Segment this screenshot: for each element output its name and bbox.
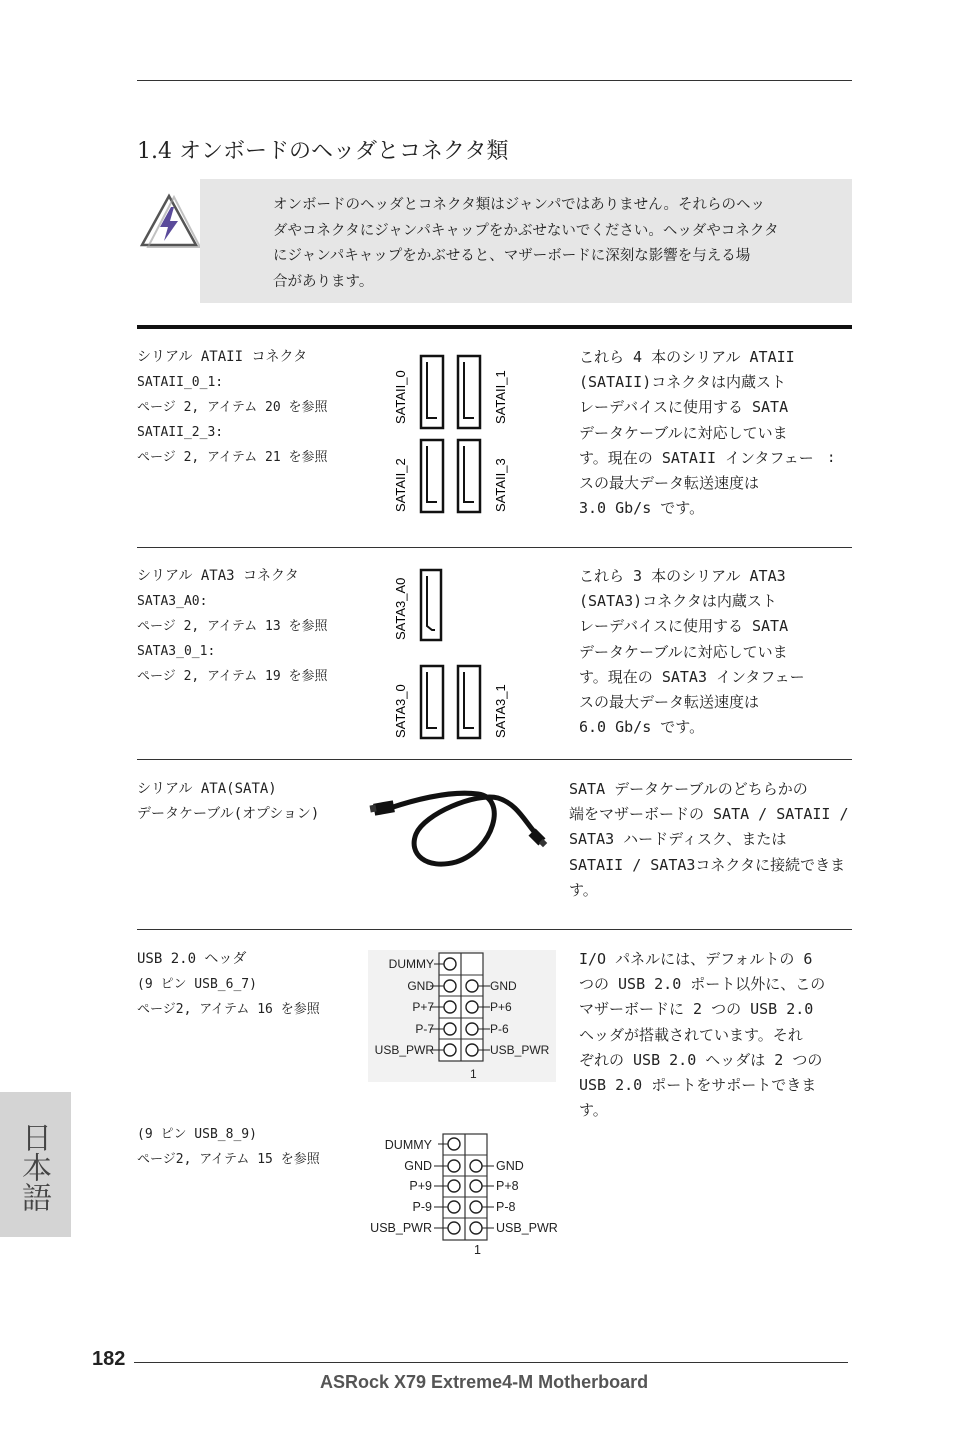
sata3-a0-label: SATA3_A0 bbox=[393, 577, 408, 640]
usb1-left-label: GND bbox=[407, 979, 434, 993]
usb1-left-label: P+7 bbox=[412, 1000, 434, 1014]
usb1-right-label: GND bbox=[490, 979, 517, 993]
usb2-right-label: USB_PWR bbox=[496, 1221, 558, 1235]
usb1-pin1-label: 1 bbox=[470, 1067, 477, 1081]
sataii-0-label: SATAII_0 bbox=[393, 370, 408, 424]
sataii-0-connector bbox=[421, 356, 443, 428]
top-rule bbox=[137, 80, 852, 81]
sata3-0-label: SATA3_0 bbox=[393, 684, 408, 738]
usb2-pin1-label: 1 bbox=[474, 1243, 481, 1257]
sataii-2-connector bbox=[421, 440, 443, 512]
usb1-right-label: P-6 bbox=[490, 1022, 509, 1036]
language-side-tab bbox=[0, 1092, 71, 1237]
divider-3 bbox=[137, 929, 852, 930]
sata3-a0-connector bbox=[421, 570, 441, 640]
divider-2 bbox=[137, 759, 852, 760]
usb2-left-label: P+9 bbox=[409, 1179, 432, 1193]
warning-triangle-icon bbox=[138, 193, 200, 253]
usb2-left-label: GND bbox=[404, 1159, 432, 1173]
sataii-label: シリアル ATAII コネクタ SATAII_0_1: ページ 2, アイテム 20 を参照 SATAII_2_3: ページ 2, アイテム 21 を参照 bbox=[137, 349, 328, 465]
usb-8-9-header-diagram bbox=[368, 1130, 563, 1260]
sata3-1-connector bbox=[458, 666, 480, 738]
cable-description: SATA データケーブルのどちらかの 端をマザーボードの SATA / SATAII / SATA3 ハードディスク、または SATAII / SATA3コネクタに接続できま す。 bbox=[569, 780, 849, 899]
usb1-left-label: USB_PWR bbox=[374, 1043, 434, 1057]
cable-left-plug bbox=[370, 800, 395, 815]
usb-6-7-header-diagram bbox=[368, 950, 556, 1082]
usb2-right-label: P-8 bbox=[496, 1200, 516, 1214]
sataii-3-label: SATAII_3 bbox=[493, 458, 508, 512]
usb1-left-label: DUMMY bbox=[388, 957, 434, 971]
sataii-2-label: SATAII_2 bbox=[393, 458, 408, 512]
sata3-description: これら 3 本のシリアル ATA3 (SATA3)コネクタは内蔵スト レーデバイスに使用する SATA データケーブルに対応していま す。現在の SATA3 インタフェー スの最大データ転送速度は 6.0 Gb/s です。 bbox=[579, 567, 805, 737]
sata3-1-label: SATA3_1 bbox=[493, 684, 508, 738]
sata3-0-connector bbox=[421, 666, 443, 738]
thick-rule bbox=[137, 325, 852, 329]
warning-text: オンボードのヘッダとコネクタ類はジャンパではありません。それらのヘッ ダやコネクタにジャンパキャップをかぶせないでください。ヘッダやコネクタ にジャンパキャップをかぶせると、マザーボードに深刻な影響を与える場 合があります。 bbox=[273, 197, 779, 290]
sata-cable-image bbox=[368, 772, 553, 872]
section-title: 1.4 オンボードのヘッダとコネクタ類 bbox=[137, 139, 509, 164]
sata3-label: シリアル ATA3 コネクタ SATA3_A0: ページ 2, アイテム 13 を参照 SATA3_0_1: ページ 2, アイテム 19 を参照 bbox=[137, 568, 328, 684]
sataii-3-connector bbox=[458, 440, 480, 512]
sata3-connector-diagram bbox=[388, 566, 518, 744]
warning-box bbox=[200, 179, 852, 303]
usb-8-9-label: (9 ピン USB_8_9) ページ2, アイテム 15 を参照 bbox=[137, 1127, 320, 1167]
usb-description: I/O パネルには、デフォルトの 6 つの USB 2.0 ポート以外に、この マザーボードに 2 つの USB 2.0 ヘッダが搭載されています。それ ぞれの USB 2.0 ヘッダは 2 つの USB 2.0 ポートをサポートできま す。 bbox=[579, 950, 826, 1120]
sataii-1-label: SATAII_1 bbox=[493, 370, 508, 424]
footer-title: ASRock X79 Extreme4-M Motherboard bbox=[320, 1372, 649, 1392]
usb2-left-label: P-9 bbox=[412, 1200, 432, 1214]
usb2-left-label: USB_PWR bbox=[370, 1221, 432, 1235]
sataii-description: これら 4 本のシリアル ATAII (SATAII)コネクタは内蔵スト レーデバイスに使用する SATA データケーブルに対応していま す。現在の SATAII インタフェー スの最大データ転送速度は 3.0 Gb/s です。 bbox=[579, 348, 814, 518]
page-number: 182 bbox=[92, 1348, 126, 1370]
usb2-right-label: GND bbox=[496, 1159, 524, 1173]
language-tab-label: 日本語 bbox=[16, 1122, 51, 1212]
sataii-1-connector bbox=[458, 356, 480, 428]
divider-1 bbox=[137, 547, 852, 548]
sataii-connector-diagram bbox=[388, 352, 518, 517]
usb1-right-label: USB_PWR bbox=[490, 1043, 550, 1057]
cable-label: シリアル ATA(SATA) データケーブル(オプション) bbox=[137, 781, 320, 822]
usb2-right-label: P+8 bbox=[496, 1179, 519, 1193]
footer-rule bbox=[134, 1362, 848, 1363]
usb2-left-label: DUMMY bbox=[384, 1138, 432, 1152]
stray-colon: : bbox=[827, 450, 836, 466]
usb-label: USB 2.0 ヘッダ (9 ピン USB_6_7) ページ2, アイテム 16 を参照 bbox=[137, 951, 320, 1017]
usb1-left-label: P-7 bbox=[415, 1022, 434, 1036]
usb1-right-label: P+6 bbox=[490, 1000, 512, 1014]
